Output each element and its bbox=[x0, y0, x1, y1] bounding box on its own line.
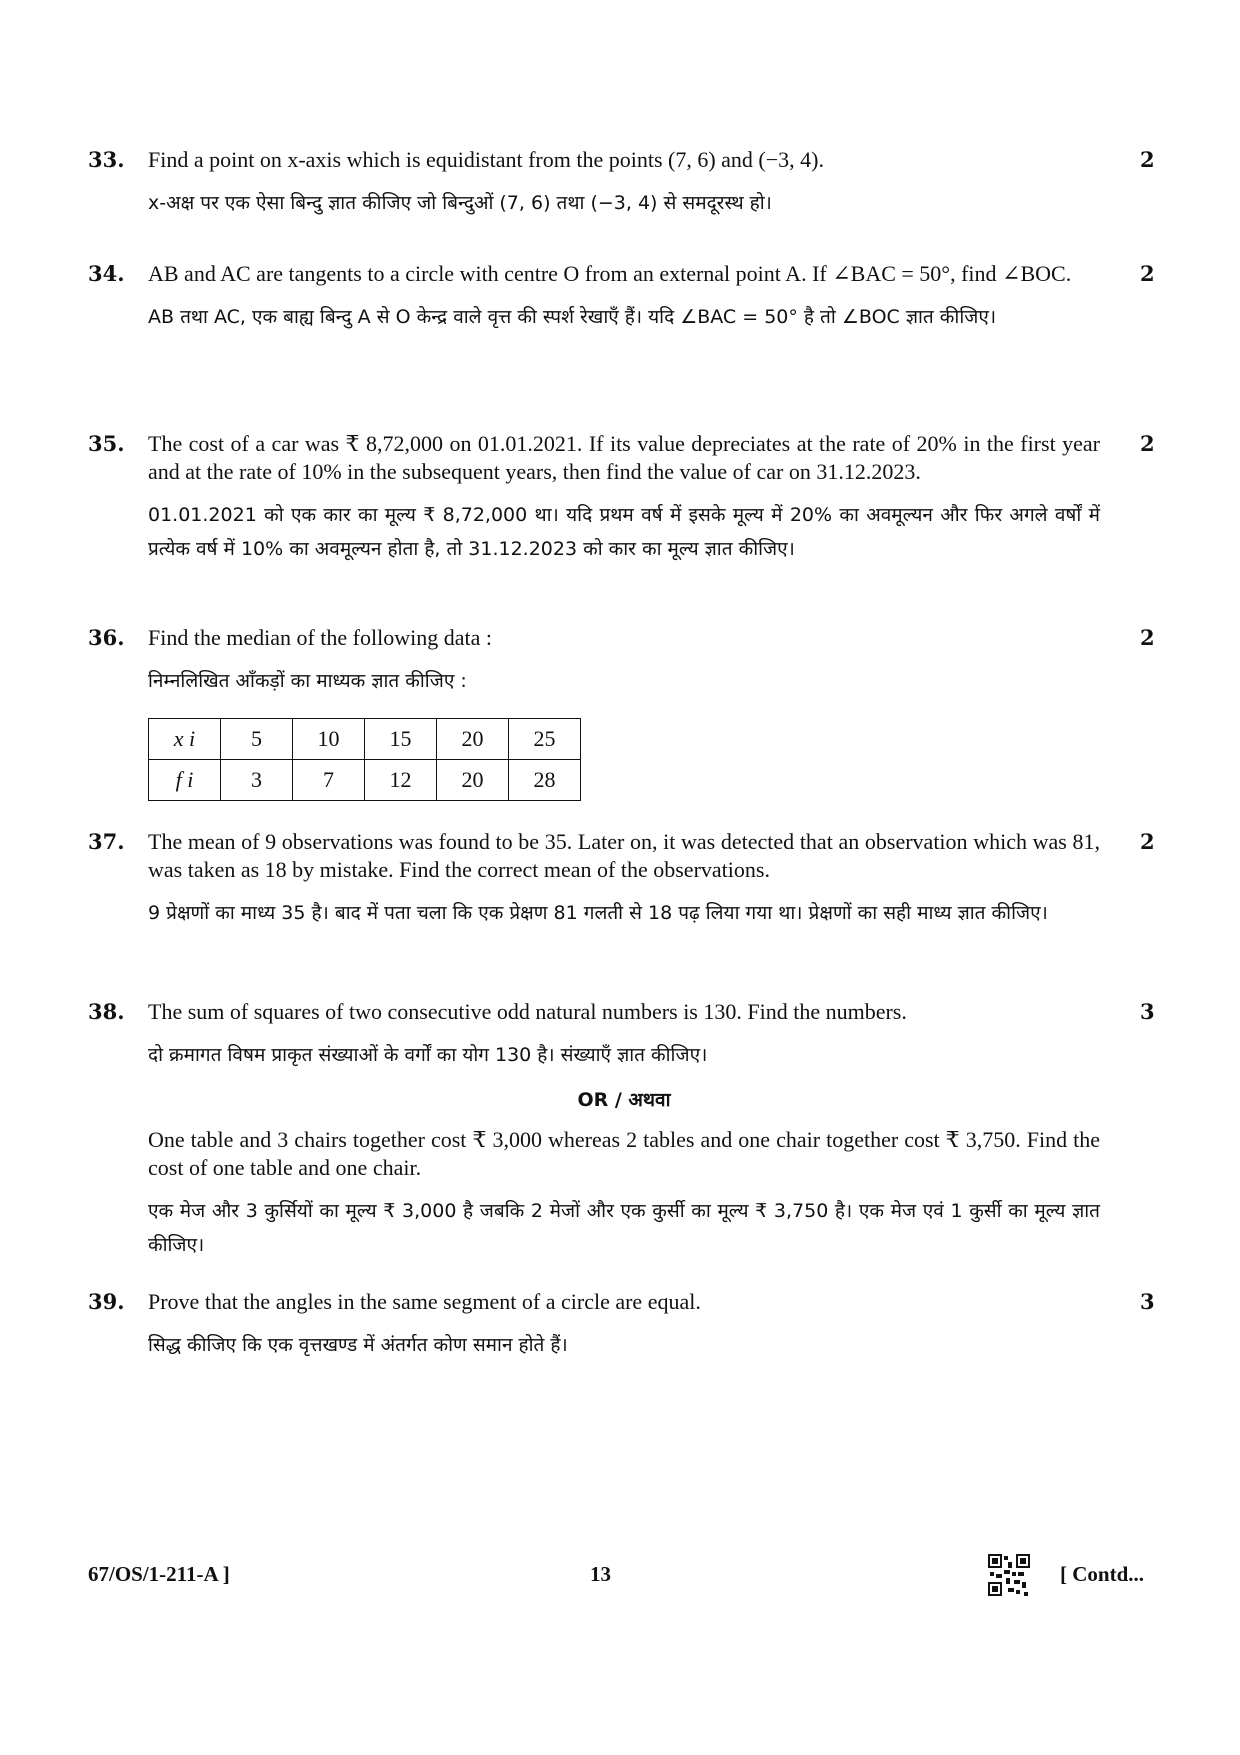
question-marks: 2 bbox=[1140, 147, 1155, 172]
table-cell: 25 bbox=[509, 719, 581, 760]
question-marks: 2 bbox=[1140, 625, 1155, 650]
question-text-english: Find the median of the following data : bbox=[148, 625, 492, 650]
question-number: 37. bbox=[88, 829, 125, 854]
page-footer bbox=[0, 1562, 1240, 1602]
question-text-hindi: 9 प्रेक्षणों का माध्य 35 है। बाद में पता चला कि एक प्रेक्षण 81 गलती से 18 पढ़ लिया गया था। प्रेक्षणों का सही माध्य ज्ञात कीजिए। bbox=[148, 902, 1048, 924]
paper-code: 67/OS/1-211-A ] bbox=[88, 1562, 230, 1586]
table-cell: 5 bbox=[221, 719, 293, 760]
question-text-hindi: x-अक्ष पर एक ऐसा बिन्दु ज्ञात कीजिए जो बिन्दुओं (7, 6) तथा (−3, 4) से समदूरस्थ हो। bbox=[148, 192, 772, 214]
table-cell: 10 bbox=[293, 719, 365, 760]
question-marks: 2 bbox=[1140, 829, 1155, 854]
table-row-label: f i bbox=[149, 760, 221, 801]
question-text-hindi: AB तथा AC, एक बाह्य बिन्दु A से O केन्द्र वाले वृत्त की स्पर्श रेखाएँ हैं। यदि ∠BAC = 50° है तो ∠BOC ज्ञात कीजिए। bbox=[148, 306, 997, 328]
table-cell: 7 bbox=[293, 760, 365, 801]
table-row bbox=[149, 719, 581, 760]
question-text-english: The mean of 9 observations was found to be 35. Later on, it was detected that an observation which was 81, was taken as 18 by mistake. Find the correct mean of the observations. bbox=[148, 829, 1100, 882]
qr-code-icon bbox=[988, 1554, 1030, 1596]
question-marks: 2 bbox=[1140, 431, 1155, 456]
table-row bbox=[149, 760, 581, 801]
question-marks: 3 bbox=[1140, 1289, 1155, 1314]
table-cell: 28 bbox=[509, 760, 581, 801]
question-number: 34. bbox=[88, 261, 125, 286]
question-number: 35. bbox=[88, 431, 125, 456]
frequency-table bbox=[148, 718, 581, 801]
table-cell: 15 bbox=[365, 719, 437, 760]
question-text-english: The sum of squares of two consecutive odd natural numbers is 130. Find the numbers. bbox=[148, 999, 907, 1024]
question-text-english: AB and AC are tangents to a circle with centre O from an external point A. If ∠BAC = 50°, find ∠BOC. bbox=[148, 261, 1072, 286]
question-text-hindi: 01.01.2021 को एक कार का मूल्य ₹ 8,72,000 था। यदि प्रथम वर्ष में इसके मूल्य में 20% का अवमूल्यन और फिर अगले वर्षों में प्रत्येक वर्ष में 10% का अवमूल्यन होता है, तो 31.12.2023 को कार का मूल्य ज्ञात कीजिए। bbox=[148, 504, 1100, 560]
table-row-label: x i bbox=[149, 719, 221, 760]
table-cell: 20 bbox=[437, 719, 509, 760]
table-cell: 12 bbox=[365, 760, 437, 801]
question-text-hindi: दो क्रमागत विषम प्राकृत संख्याओं के वर्गों का योग 130 है। संख्याएँ ज्ञात कीजिए। bbox=[148, 1044, 708, 1066]
continued-label: [ Contd... bbox=[1060, 1562, 1145, 1586]
question-number: 33. bbox=[88, 147, 125, 172]
question-number: 38. bbox=[88, 999, 125, 1024]
question-marks: 2 bbox=[1140, 261, 1155, 286]
page-number: 13 bbox=[590, 1562, 611, 1586]
question-text-hindi: निम्नलिखित आँकड़ों का माध्यक ज्ञात कीजिए : bbox=[148, 670, 467, 692]
question-number: 36. bbox=[88, 625, 125, 650]
question-number: 39. bbox=[88, 1289, 125, 1314]
question-text-english: Prove that the angles in the same segment of a circle are equal. bbox=[148, 1289, 701, 1314]
question-marks: 3 bbox=[1140, 999, 1155, 1024]
question-text-english: The cost of a car was ₹ 8,72,000 on 01.01.2021. If its value depreciates at the rate of 20% in the first year and at the rate of 10% in the subsequent years, then find the value of car on 31.12.2023. bbox=[148, 431, 1100, 484]
alternate-question-hindi: एक मेज और 3 कुर्सियों का मूल्य ₹ 3,000 है जबकि 2 मेजों और एक कुर्सी का मूल्य ₹ 3,750 है। एक मेज एवं 1 कुर्सी का मूल्य ज्ञात कीजिए। bbox=[148, 1200, 1100, 1256]
table-cell: 20 bbox=[437, 760, 509, 801]
question-text-hindi: सिद्ध कीजिए कि एक वृत्तखण्ड में अंतर्गत कोण समान होते हैं। bbox=[148, 1334, 568, 1356]
table-cell: 3 bbox=[221, 760, 293, 801]
or-separator: OR / अथवा bbox=[577, 1089, 671, 1111]
alternate-question-english: One table and 3 chairs together cost ₹ 3,000 whereas 2 tables and one chair together cost ₹ 3,750. Find the cost of one table and one chair. bbox=[148, 1127, 1100, 1180]
question-text-english: Find a point on x-axis which is equidistant from the points (7, 6) and (−3, 4). bbox=[148, 147, 824, 172]
